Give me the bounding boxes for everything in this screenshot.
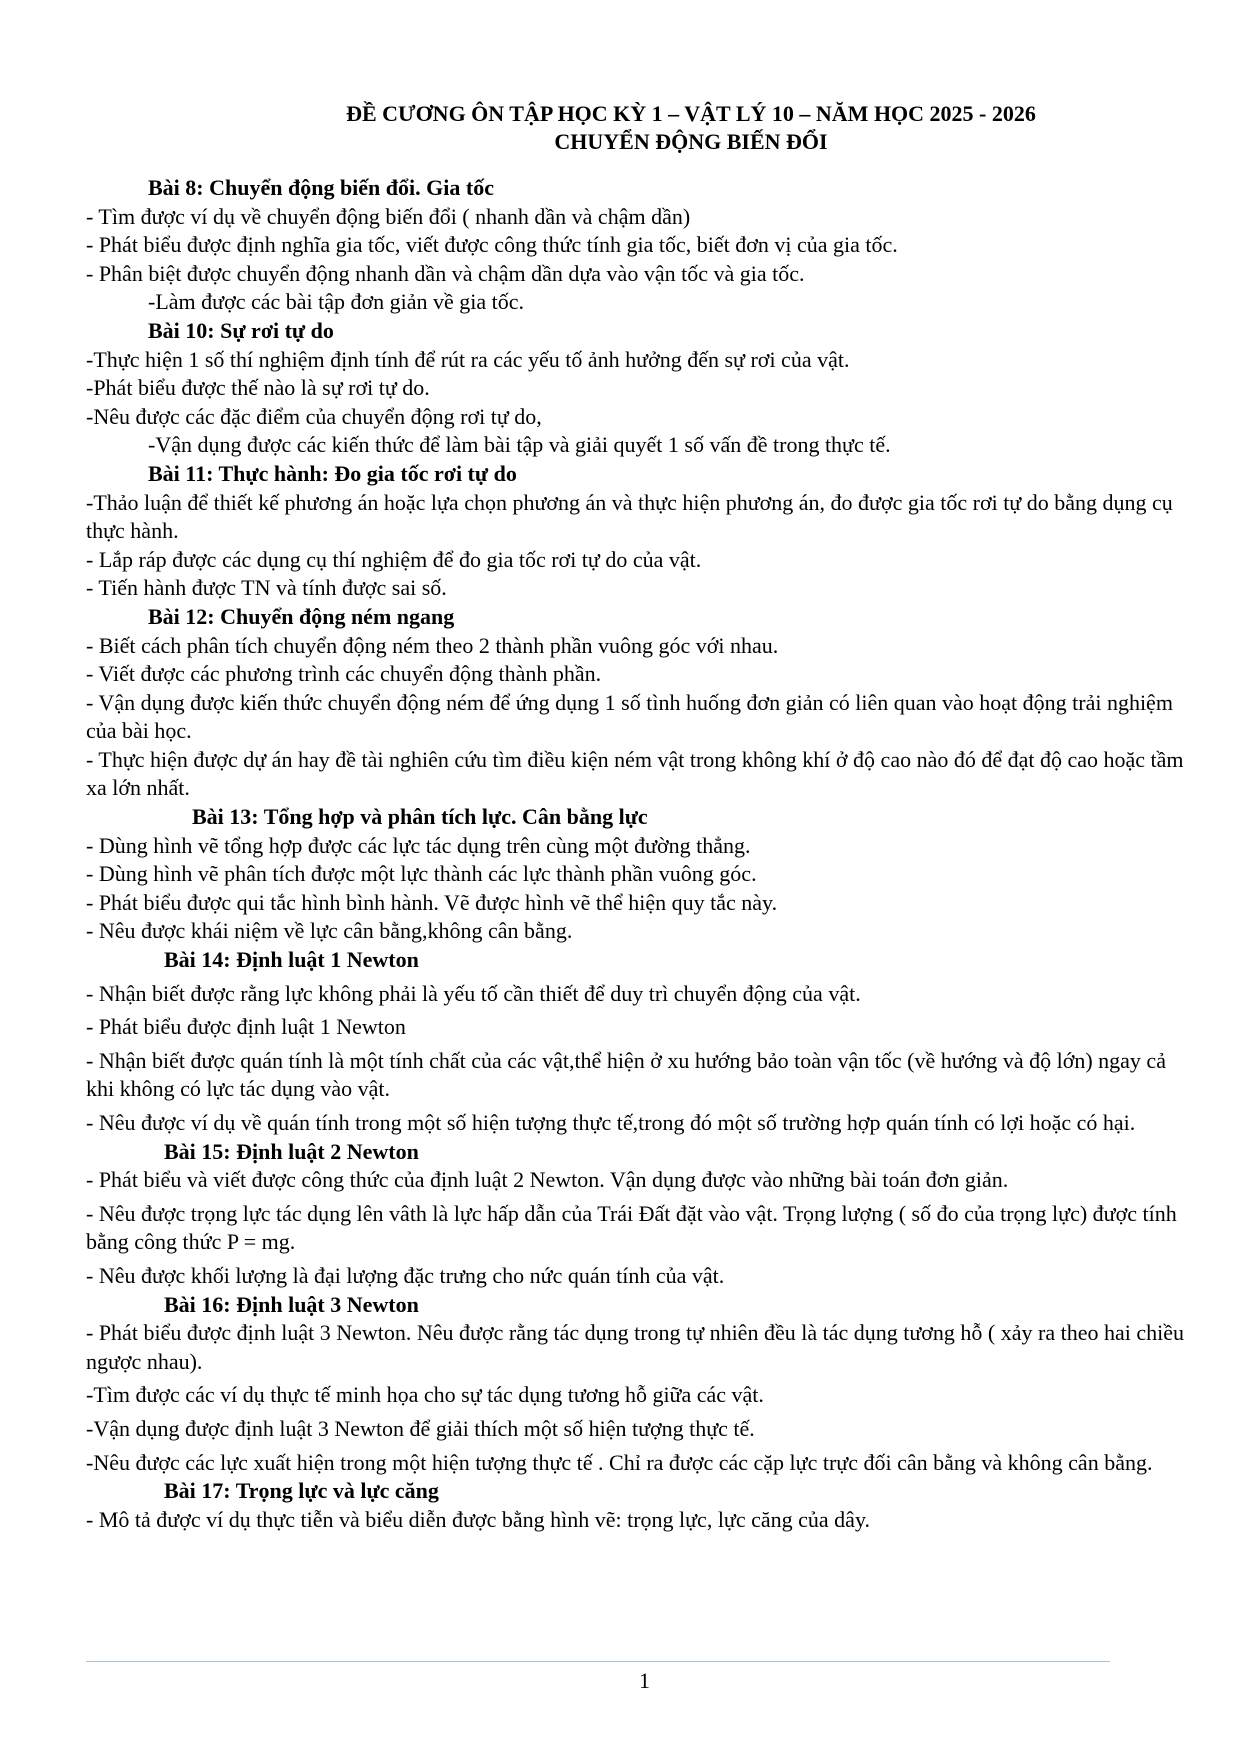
section-heading-b12: Bài 12: Chuyển động ném ngang [148,603,455,629]
list-item: -Nêu được các lực xuất hiện trong một hiện tượng thực tế . Chỉ ra được các cặp lực trực đối cân bằng và không cân bằng. [86,1449,1153,1475]
list-item: - Tiến hành được TN và tính được sai số. [86,575,447,601]
list-item: - Phát biểu được qui tắc hình bình hành. Vẽ được hình vẽ thể hiện quy tắc này. [86,889,778,915]
document-title [86,100,1186,156]
list-item: -Làm được các bài tập đơn giản về gia tốc. [148,289,525,315]
list-item: - Mô tả được ví dụ thực tiễn và biểu diễn được bằng hình vẽ: trọng lực, lực căng của dây. [86,1506,871,1532]
list-item: - Tìm được ví dụ về chuyển động biến đổi ( nhanh dần và chậm dần) [86,203,691,229]
list-item: -Nêu được các đặc điểm của chuyển động rơi tự do, [86,403,542,429]
list-item: - Nhận biết được rằng lực không phải là yếu tố cần thiết để duy trì chuyển động của vật. [86,980,861,1006]
list-item: - Nêu được khối lượng là đại lượng đặc trưng cho nức quán tính của vật. [86,1262,725,1288]
footer-divider [86,1661,1110,1662]
list-item: -Vận dụng được định luật 3 Newton để giải thích một số hiện tượng thực tế. [86,1415,755,1441]
list-item: - Biết cách phân tích chuyển động ném theo 2 thành phần vuông góc với nhau. [86,632,779,658]
list-item: - Nêu được trọng lực tác dụng lên vâth là lực hấp dẫn của Trái Đất đặt vào vật. Trọng lượng ( số đo của trọng lực) được tính bằng công thức P = mg. [86,1200,1177,1255]
section-heading-b11: Bài 11: Thực hành: Đo gia tốc rơi tự do [148,460,517,486]
section-heading-b13: Bài 13: Tổng hợp và phân tích lực. Cân bằng lực [192,804,648,830]
document-page [86,100,1186,1534]
section-heading-b15: Bài 15: Định luật 2 Newton [164,1138,419,1164]
section-heading-b16: Bài 16: Định luật 3 Newton [164,1291,419,1317]
list-item: - Phân biệt được chuyển động nhanh dần và chậm dần dựa vào vận tốc và gia tốc. [86,260,805,286]
list-item: - Dùng hình vẽ tổng hợp được các lực tác dụng trên cùng một đường thẳng. [86,832,751,858]
list-item: - Phát biểu được định luật 1 Newton [86,1014,406,1040]
list-item: - Thực hiện được dự án hay đề tài nghiên cứu tìm điều kiện ném vật trong không khí ở độ cao nào đó để đạt độ cao hoặc tầm xa lớn nhất. [86,746,1184,801]
list-item: - Phát biểu và viết được công thức của định luật 2 Newton. Vận dụng được vào những bài toán đơn giản. [86,1167,1009,1193]
section-heading-b8: Bài 8: Chuyển động biến đổi. Gia tốc [148,175,494,200]
list-item: - Dùng hình vẽ phân tích được một lực thành các lực thành phần vuông góc. [86,861,757,887]
title-line-2: CHUYỂN ĐỘNG BIẾN ĐỔI [554,129,828,154]
list-item: - Phát biểu được định nghĩa gia tốc, viết được công thức tính gia tốc, biết đơn vị của gia tốc. [86,232,898,258]
list-item: -Phát biểu được thế nào là sự rơi tự do. [86,375,430,401]
list-item: -Thực hiện 1 số thí nghiệm định tính để rút ra các yếu tố ảnh hưởng đến sự rơi của vật. [86,346,850,372]
document-body [86,174,1186,1534]
title-line-1: ĐỀ CƯƠNG ÔN TẬP HỌC KỲ 1 – VẬT LÝ 10 – NĂM HỌC 2025 - 2026 [346,101,1036,126]
section-heading-b10: Bài 10: Sự rơi tự do [148,317,334,343]
list-item: -Thảo luận để thiết kế phương án hoặc lựa chọn phương án và thực hiện phương án, đo được gia tốc rơi tự do bằng dụng cụ thực hành. [86,489,1173,544]
list-item: - Viết được các phương trình các chuyển động thành phần. [86,661,602,687]
list-item: -Vận dụng được các kiến thức để làm bài tập và giải quyết 1 số vấn đề trong thực tế. [148,432,891,458]
list-item: - Nêu được ví dụ về quán tính trong một số hiện tượng thực tế,trong đó một số trường hợp quán tính có lợi hoặc có hại. [86,1110,1136,1135]
list-item: - Lắp ráp được các dụng cụ thí nghiệm để đo gia tốc rơi tự do của vật. [86,546,702,572]
list-item: - Nêu được khái niệm về lực cân bằng,không cân bằng. [86,918,573,944]
list-item: -Tìm được các ví dụ thực tế minh họa cho sự tác dụng tương hỗ giữa các vật. [86,1382,764,1408]
list-item: - Nhận biết được quán tính là một tính chất của các vật,thể hiện ở xu hướng bảo toàn vận tốc (về hướng và độ lớn) ngay cả khi không có lực tác dụng vào vật. [86,1047,1166,1102]
section-heading-b14: Bài 14: Định luật 1 Newton [164,947,419,973]
list-item: - Phát biểu được định luật 3 Newton. Nêu được rằng tác dụng trong tự nhiên đều là tác dụng tương hỗ ( xảy ra theo hai chiều ngược nhau). [86,1320,1184,1374]
list-item: - Vận dụng được kiến thức chuyển động ném để ứng dụng 1 số tình huống đơn giản có liên quan vào hoạt động trải nghiệm của bài học. [86,689,1173,744]
page-number: 1 [639,1668,650,1693]
section-heading-b17: Bài 17: Trọng lực và lực căng [164,1478,439,1504]
